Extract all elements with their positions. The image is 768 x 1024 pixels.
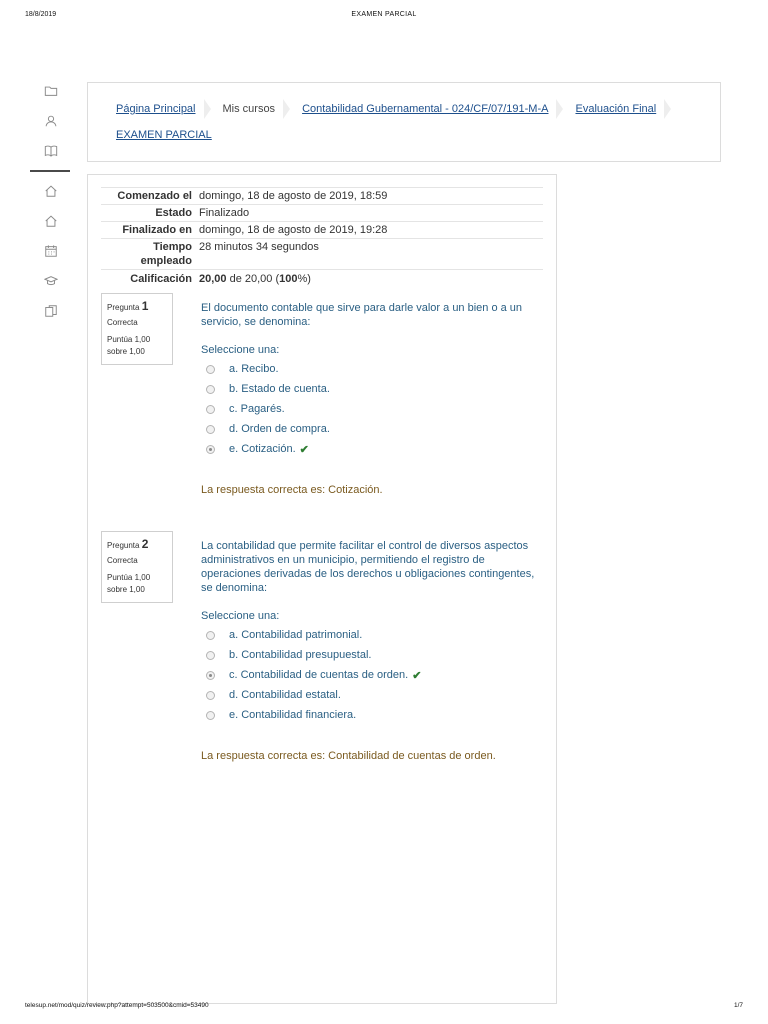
breadcrumb — [87, 82, 721, 162]
print-footer — [0, 1002, 768, 1014]
question-number: 2 — [141, 537, 149, 551]
nav-participants[interactable] — [30, 106, 72, 136]
answer-radio[interactable] — [206, 365, 215, 374]
print-header — [0, 11, 768, 23]
question-info — [101, 293, 173, 365]
calendar-icon — [44, 244, 58, 258]
breadcrumb-separator — [556, 99, 563, 119]
right-answer-feedback: La respuesta correcta es: Cotización. — [201, 484, 383, 496]
breadcrumb-link-home[interactable]: Página Principal — [116, 103, 196, 115]
question-info — [101, 531, 173, 603]
answer-list — [201, 359, 536, 459]
attempt-summary-table — [101, 187, 543, 287]
print-title: EXAMEN PARCIAL — [351, 11, 417, 18]
answer-radio[interactable] — [206, 425, 215, 434]
answer-option-selected — [201, 665, 536, 685]
answer-radio[interactable] — [206, 631, 215, 640]
answer-label: d. Orden de compra. — [229, 423, 330, 435]
answer-option — [201, 359, 536, 379]
breadcrumb-separator — [204, 99, 211, 119]
answer-label: a. Recibo. — [229, 363, 279, 375]
folder-icon — [44, 84, 58, 98]
summary-value: Finalizado — [199, 207, 250, 219]
answer-radio[interactable] — [206, 385, 215, 394]
check-icon: ✔ — [412, 669, 422, 682]
summary-label: Finalizado en — [122, 224, 192, 236]
nav-divider — [30, 170, 70, 172]
nav-files[interactable] — [30, 296, 72, 326]
answer-label: b. Contabilidad presupuestal. — [229, 649, 372, 661]
answer-label: d. Contabilidad estatal. — [229, 689, 341, 701]
grade-score: 20,00 — [199, 273, 227, 285]
question-grade: Puntúa 1,00 — [107, 573, 151, 582]
summary-value: domingo, 18 de agosto de 2019, 19:28 — [199, 224, 388, 236]
summary-row-finished — [101, 221, 543, 238]
answer-radio[interactable] — [206, 711, 215, 720]
users-icon — [44, 114, 58, 128]
nav-calendar[interactable] — [30, 236, 72, 266]
graduation-cap-icon — [44, 274, 58, 288]
answer-prompt: Seleccione una: — [201, 610, 280, 622]
print-date: 18/8/2019 — [25, 11, 57, 18]
summary-row-grade — [101, 269, 543, 287]
grade-close: %) — [297, 273, 311, 285]
question-text: La contabilidad que permite facilitar el control de diversos aspectos administrativos en un municipio, permitiendo el registro de operaciones derivadas de los derechos u obligaciones contingentes, se denomina: — [201, 540, 535, 594]
grade-of: de 20,00 ( — [226, 273, 280, 285]
summary-value: 28 minutos 34 segundos — [199, 241, 319, 253]
question-grade: sobre 1,00 — [107, 585, 145, 594]
answer-label: b. Estado de cuenta. — [229, 383, 330, 395]
print-url: telesup.net/mod/quiz/review.php?attempt=503500&cmid=53490 — [25, 1002, 209, 1009]
question-content — [201, 293, 536, 496]
side-nav — [30, 76, 72, 326]
breadcrumb-label-my-courses: Mis cursos — [222, 103, 276, 115]
breadcrumb-link-course[interactable]: Contabilidad Gubernamental - 024/CF/07/191-M-A — [302, 103, 549, 115]
summary-label-line: empleado — [140, 255, 192, 267]
book-icon — [44, 144, 58, 158]
answer-label: c. Contabilidad de cuentas de orden. — [229, 669, 409, 681]
nav-courses[interactable] — [30, 266, 72, 296]
answer-option — [201, 379, 536, 399]
breadcrumb-item-course[interactable] — [302, 99, 575, 119]
copy-icon — [44, 304, 58, 318]
answer-option — [201, 645, 536, 665]
question-label: Pregunta — [107, 541, 140, 550]
question-state: Correcta — [107, 318, 138, 327]
summary-label: Calificación — [130, 273, 192, 285]
answer-label: e. Cotización. — [229, 443, 296, 455]
breadcrumb-item-home[interactable] — [116, 99, 223, 119]
question-number: 1 — [141, 299, 149, 313]
breadcrumb-separator — [664, 99, 671, 119]
question-grade: sobre 1,00 — [107, 347, 145, 356]
answer-label: e. Contabilidad financiera. — [229, 709, 357, 721]
question-state: Correcta — [107, 556, 138, 565]
answer-option — [201, 705, 536, 725]
answer-label: c. Pagarés. — [229, 403, 285, 415]
nav-grades[interactable] — [30, 136, 72, 166]
breadcrumb-separator — [283, 99, 290, 119]
answer-prompt: Seleccione una: — [201, 344, 280, 356]
home-icon — [44, 214, 58, 228]
question-text: El documento contable que sirve para darle valor a un bien o a un servicio, se denomina: — [201, 302, 523, 328]
summary-row-time — [101, 238, 543, 269]
question-content — [201, 531, 536, 762]
nav-folder[interactable] — [30, 76, 72, 106]
answer-option-selected — [201, 439, 536, 459]
answer-label: a. Contabilidad patrimonial. — [229, 629, 363, 641]
nav-home[interactable] — [30, 176, 72, 206]
answer-radio-selected[interactable] — [206, 671, 215, 680]
question-label: Pregunta — [107, 303, 140, 312]
summary-label — [101, 239, 199, 269]
answer-radio[interactable] — [206, 691, 215, 700]
summary-label: Comenzado el — [117, 190, 192, 202]
answer-option — [201, 625, 536, 645]
answer-list — [201, 625, 536, 725]
answer-radio[interactable] — [206, 405, 215, 414]
home-icon — [44, 184, 58, 198]
check-icon: ✔ — [299, 443, 309, 456]
summary-value — [199, 270, 543, 287]
nav-dashboard[interactable] — [30, 206, 72, 236]
summary-row-state — [101, 204, 543, 221]
breadcrumb-link-section[interactable]: Evaluación Final — [575, 103, 657, 115]
summary-value: domingo, 18 de agosto de 2019, 18:59 — [199, 190, 388, 202]
right-answer-feedback: La respuesta correcta es: Contabilidad de cuentas de orden. — [201, 750, 496, 762]
quiz-review-panel — [87, 174, 557, 1004]
answer-option — [201, 419, 536, 439]
summary-row-started — [101, 187, 543, 204]
summary-label-line: Tiempo — [153, 241, 192, 253]
answer-option — [201, 399, 536, 419]
answer-radio[interactable] — [206, 651, 215, 660]
answer-option — [201, 685, 536, 705]
breadcrumb-item-my-courses — [223, 99, 303, 119]
grade-percent: 100 — [279, 273, 298, 285]
print-page-count: 1/7 — [733, 1002, 743, 1009]
summary-label: Estado — [155, 207, 192, 219]
breadcrumb-item-section[interactable] — [575, 99, 683, 119]
question-grade: Puntúa 1,00 — [107, 335, 151, 344]
answer-radio-selected[interactable] — [206, 445, 215, 454]
breadcrumb-link-quiz[interactable]: EXAMEN PARCIAL — [116, 129, 212, 141]
